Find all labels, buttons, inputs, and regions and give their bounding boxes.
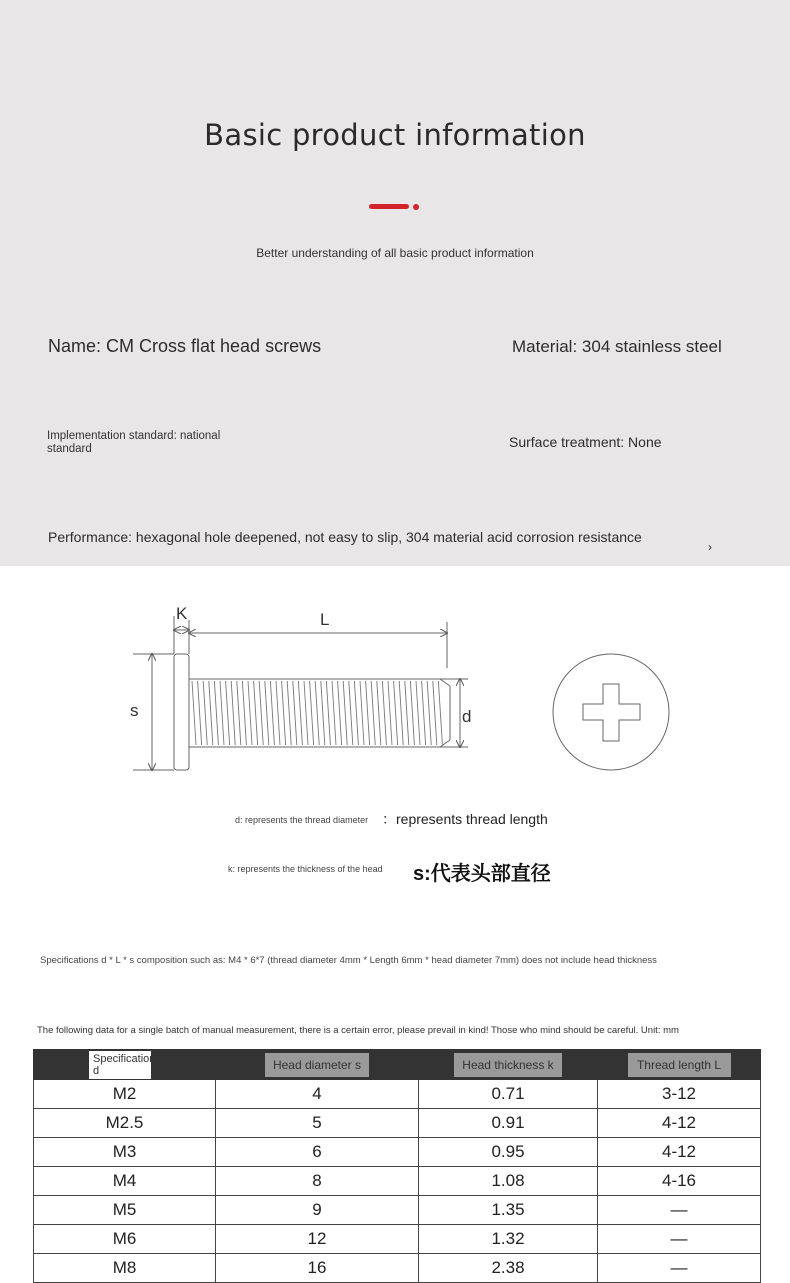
- header-thread-length: Thread length L: [598, 1050, 761, 1080]
- cell-head-diameter: 16: [216, 1254, 419, 1283]
- thread-line: [259, 681, 263, 745]
- thread-line: [388, 681, 392, 745]
- cell-head-thickness: 0.71: [419, 1080, 598, 1109]
- thread-line: [338, 681, 342, 745]
- cell-thread-length: 4-12: [598, 1138, 761, 1167]
- implementation-standard: Implementation standard: national standard: [47, 430, 221, 455]
- table-row: [34, 1167, 761, 1196]
- thread-line: [304, 681, 308, 745]
- cell-head-thickness: 0.91: [419, 1109, 598, 1138]
- thread-line: [332, 681, 336, 745]
- cell-head-diameter: 8: [216, 1167, 419, 1196]
- thread-line: [354, 681, 358, 745]
- thread-line: [399, 681, 403, 745]
- thread-line: [377, 681, 381, 745]
- header-specification: Specification d: [34, 1050, 216, 1080]
- cell-spec: M5: [34, 1196, 216, 1225]
- thread-line: [192, 681, 196, 745]
- head-top-view: [553, 654, 669, 770]
- screw-head: [174, 654, 189, 770]
- header-head-diameter: Head diameter s: [216, 1050, 419, 1080]
- label-k: K: [176, 604, 188, 623]
- cell-spec: M2.5: [34, 1109, 216, 1138]
- cell-head-thickness: 1.35: [419, 1196, 598, 1225]
- section-subtitle: Better understanding of all basic product information: [256, 246, 534, 260]
- screw-diagram-section: [0, 566, 790, 906]
- thread-line: [270, 681, 274, 745]
- cell-thread-length: 4-12: [598, 1109, 761, 1138]
- cell-spec: M4: [34, 1167, 216, 1196]
- cell-head-thickness: 0.95: [419, 1138, 598, 1167]
- thread-line: [237, 681, 241, 745]
- caption-k: k: represents the thickness of the head: [228, 864, 383, 874]
- thread-line: [405, 681, 409, 745]
- thread-line: [427, 681, 431, 745]
- cell-head-thickness: 2.38: [419, 1254, 598, 1283]
- label-l: L: [320, 610, 330, 629]
- table-header-row: [34, 1050, 761, 1080]
- thread-line: [416, 681, 420, 745]
- thread-line: [394, 681, 398, 745]
- cell-thread-length: 4-16: [598, 1167, 761, 1196]
- accent-dot: [413, 204, 419, 210]
- thread-line: [410, 681, 414, 745]
- cell-thread-length: 3-12: [598, 1080, 761, 1109]
- thread-line: [343, 681, 347, 745]
- thread-line: [349, 681, 353, 745]
- thread-line: [254, 681, 258, 745]
- table-row: [34, 1109, 761, 1138]
- thread-line: [209, 681, 213, 745]
- caption-l: ：represents thread length: [382, 811, 548, 827]
- thread-line: [214, 681, 218, 745]
- thread-line: [321, 681, 325, 745]
- thread-line: [242, 681, 246, 745]
- basic-info-section: [0, 0, 790, 566]
- product-name: Name: CM Cross flat head screws: [48, 336, 322, 356]
- thread-line: [226, 681, 230, 745]
- chevron-right-icon: ›: [708, 540, 712, 554]
- spec-table: [33, 1049, 761, 1283]
- thread-line: [265, 681, 269, 745]
- table-row: [34, 1080, 761, 1109]
- thread-line: [315, 681, 319, 745]
- thread-line: [287, 681, 291, 745]
- cell-head-thickness: 1.08: [419, 1167, 598, 1196]
- cell-head-diameter: 9: [216, 1196, 419, 1225]
- table-row: [34, 1196, 761, 1225]
- thread-line: [198, 681, 202, 745]
- cell-spec: M6: [34, 1225, 216, 1254]
- thread-line: [422, 681, 426, 745]
- cell-thread-length: —: [598, 1254, 761, 1283]
- header-head-thickness: Head thickness k: [419, 1050, 598, 1080]
- cell-head-diameter: 4: [216, 1080, 419, 1109]
- label-d: d: [462, 707, 472, 726]
- performance: Performance: hexagonal hole deepened, not easy to slip, 304 material acid corrosion resistance: [48, 529, 642, 545]
- section-title: Basic product information: [204, 118, 586, 152]
- thread-line: [276, 681, 280, 745]
- thread-line: [231, 681, 235, 745]
- caption-d: d: represents the thread diameter: [235, 815, 369, 825]
- cell-head-thickness: 1.32: [419, 1225, 598, 1254]
- thread-line: [360, 681, 364, 745]
- caption-s: s:代表头部直径: [413, 863, 551, 885]
- cell-head-diameter: 6: [216, 1138, 419, 1167]
- spec-note: Specifications d * L * s composition such as: M4 * 6*7 (thread diameter 4mm * Length 6mm * head diameter 7mm) does not include head thickness: [40, 955, 657, 966]
- cell-spec: M3: [34, 1138, 216, 1167]
- cell-spec: M8: [34, 1254, 216, 1283]
- thread-line: [371, 681, 375, 745]
- cell-head-diameter: 5: [216, 1109, 419, 1138]
- screw-drawing: [0, 566, 790, 906]
- thread-line: [203, 681, 207, 745]
- thread-line: [438, 681, 442, 745]
- thread-line: [366, 681, 370, 745]
- thread-line: [326, 681, 330, 745]
- thread-line: [293, 681, 297, 745]
- cell-thread-length: —: [598, 1225, 761, 1254]
- table-row: [34, 1138, 761, 1167]
- table-row: [34, 1254, 761, 1283]
- thread-line: [433, 681, 437, 745]
- thread-line: [248, 681, 252, 745]
- cell-head-diameter: 12: [216, 1225, 419, 1254]
- cell-spec: M2: [34, 1080, 216, 1109]
- thread-line: [220, 681, 224, 745]
- thread-line: [298, 681, 302, 745]
- label-s: s: [130, 701, 139, 720]
- thread-line: [310, 681, 314, 745]
- table-row: [34, 1225, 761, 1254]
- thread-line: [382, 681, 386, 745]
- surface-treatment: Surface treatment: None: [509, 434, 662, 450]
- measurement-note: The following data for a single batch of manual measurement, there is a certain error, please prevail in kind! Those who mind should be careful. Unit: mm: [37, 1025, 679, 1036]
- cell-thread-length: —: [598, 1196, 761, 1225]
- product-material: Material: 304 stainless steel: [512, 337, 722, 356]
- thread-line: [282, 681, 286, 745]
- accent-dash: [369, 204, 409, 209]
